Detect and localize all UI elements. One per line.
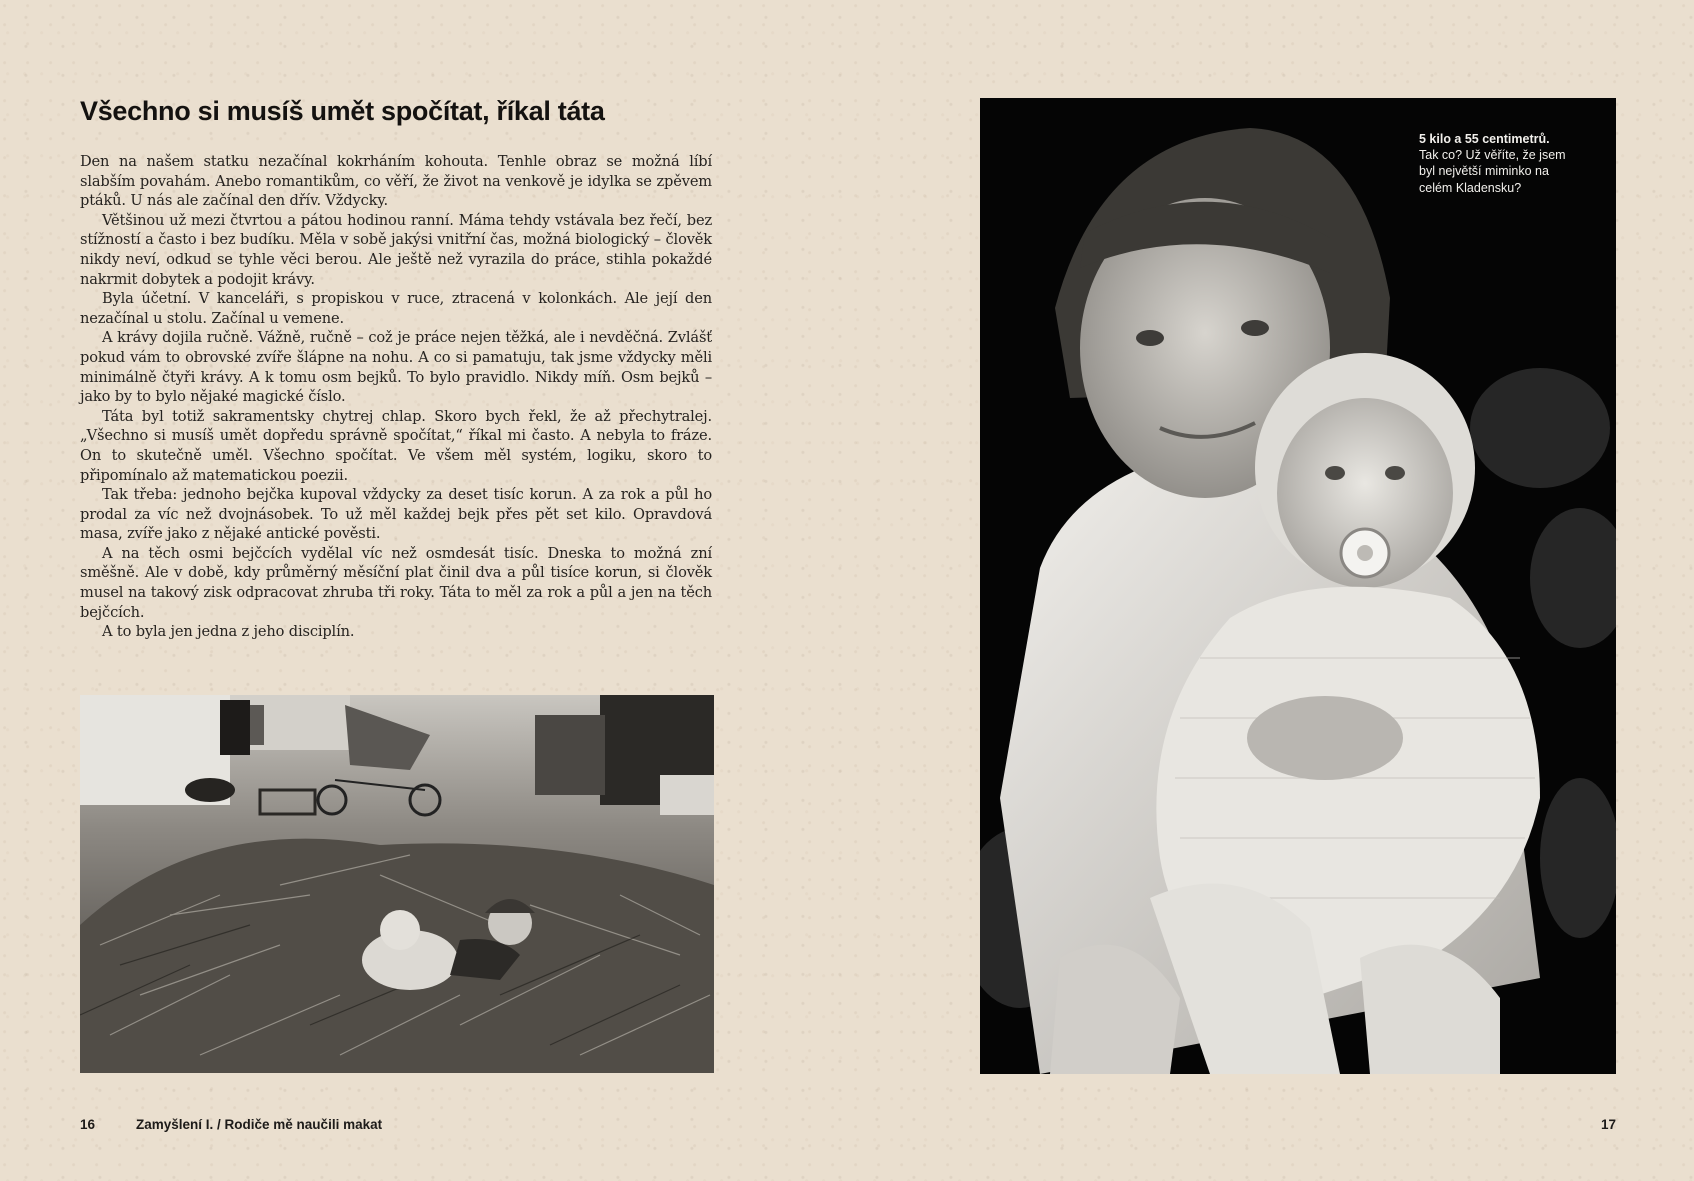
photo-girl-holding-baby bbox=[980, 98, 1616, 1074]
paragraph-4: A krávy dojila ručně. Vážně, ručně – což je práce nejen těžká, ale i nevděčná. Zvlášť pokud vám to obrovské zvíře šlápne na nohu. A co si pamatuju, tak jsme vždycky měli minimálně čtyři krávy. A k tomu osm bejků. To bylo pravidlo. Nikdy míň. Osm bejků – jako by to bylo nějaké magické číslo. bbox=[80, 329, 712, 406]
caption-lead: 5 kilo a 55 centimetrů. bbox=[1419, 132, 1550, 146]
photo-caption bbox=[1419, 131, 1567, 196]
paragraph-2: Většinou už mezi čtvrtou a pátou hodinou ranní. Máma tehdy vstávala bez řečí, bez stížností a často i bez budíku. Měla v sobě jakýsi vnitřní čas, možná biologický – člověk nikdy neví, odkud se tyhle věci berou. Ale ještě než vyrazila do práce, stihla pokaždé nakrmit dobytek a podojit krávy. bbox=[80, 211, 712, 288]
page-number-left: 16 bbox=[80, 1117, 96, 1132]
photo-children-in-hay bbox=[80, 695, 714, 1073]
paragraph-6: Tak třeba: jednoho bejčka kupoval vždycky za deset tisíc korun. A za rok a půl ho prodal za víc než dvojnásobek. To už měl každej bejk přes pět set kilo. Opravdová masa, zvíře jako z nějaké antické pověsti. bbox=[80, 486, 712, 543]
paragraph-1: Den na našem statku nezačínal kokrháním kohouta. Tenhle obraz se možná líbí slabším povahám. Anebo romantikům, co věří, že život na venkově je idylka se zpěvem ptáků. U nás ale začínal den dřív. Vždycky. bbox=[80, 153, 712, 210]
running-title: Zamyšlení I. / Rodiče mě naučili makat bbox=[136, 1117, 383, 1132]
paragraph-7: A na těch osmi bejčcích vydělal víc než osmdesát tisíc. Dneska to možná zní směšně. Ale v době, kdy průměrný měsíční plat činil dva a půl tisíce korun, si člověk musel na takový zisk odpracovat zhruba tři roky. Táta to měl za rok a půl a jen na těch bejčcích. bbox=[80, 544, 712, 621]
caption-text: Tak co? Už věříte, že jsem byl největší miminko na celém Kladensku? bbox=[1419, 148, 1566, 195]
paragraph-3: Byla účetní. V kanceláři, s propiskou v ruce, ztracená v kolonkách. Ale její den nezačínal u stolu. Začínal u vemene. bbox=[80, 290, 712, 327]
paragraph-8: A to byla jen jedna z jeho disciplín. bbox=[102, 623, 355, 641]
page-number-right: 17 bbox=[1601, 1117, 1617, 1132]
chapter-heading: Všechno si musíš umět spočítat, říkal táta bbox=[80, 96, 605, 126]
body-text bbox=[80, 152, 712, 642]
paragraph-5: Táta byl totiž sakramentsky chytrej chlap. Skoro bych řekl, že až přechytralej. „Všechno si musíš umět dopředu správně spočítat,“ říkal mi často. A nebyla to fráze. On to skutečně uměl. Všechno spočítat. Ve všem měl systém, logiku, skoro to připomínalo až matematickou poezii. bbox=[80, 407, 712, 484]
